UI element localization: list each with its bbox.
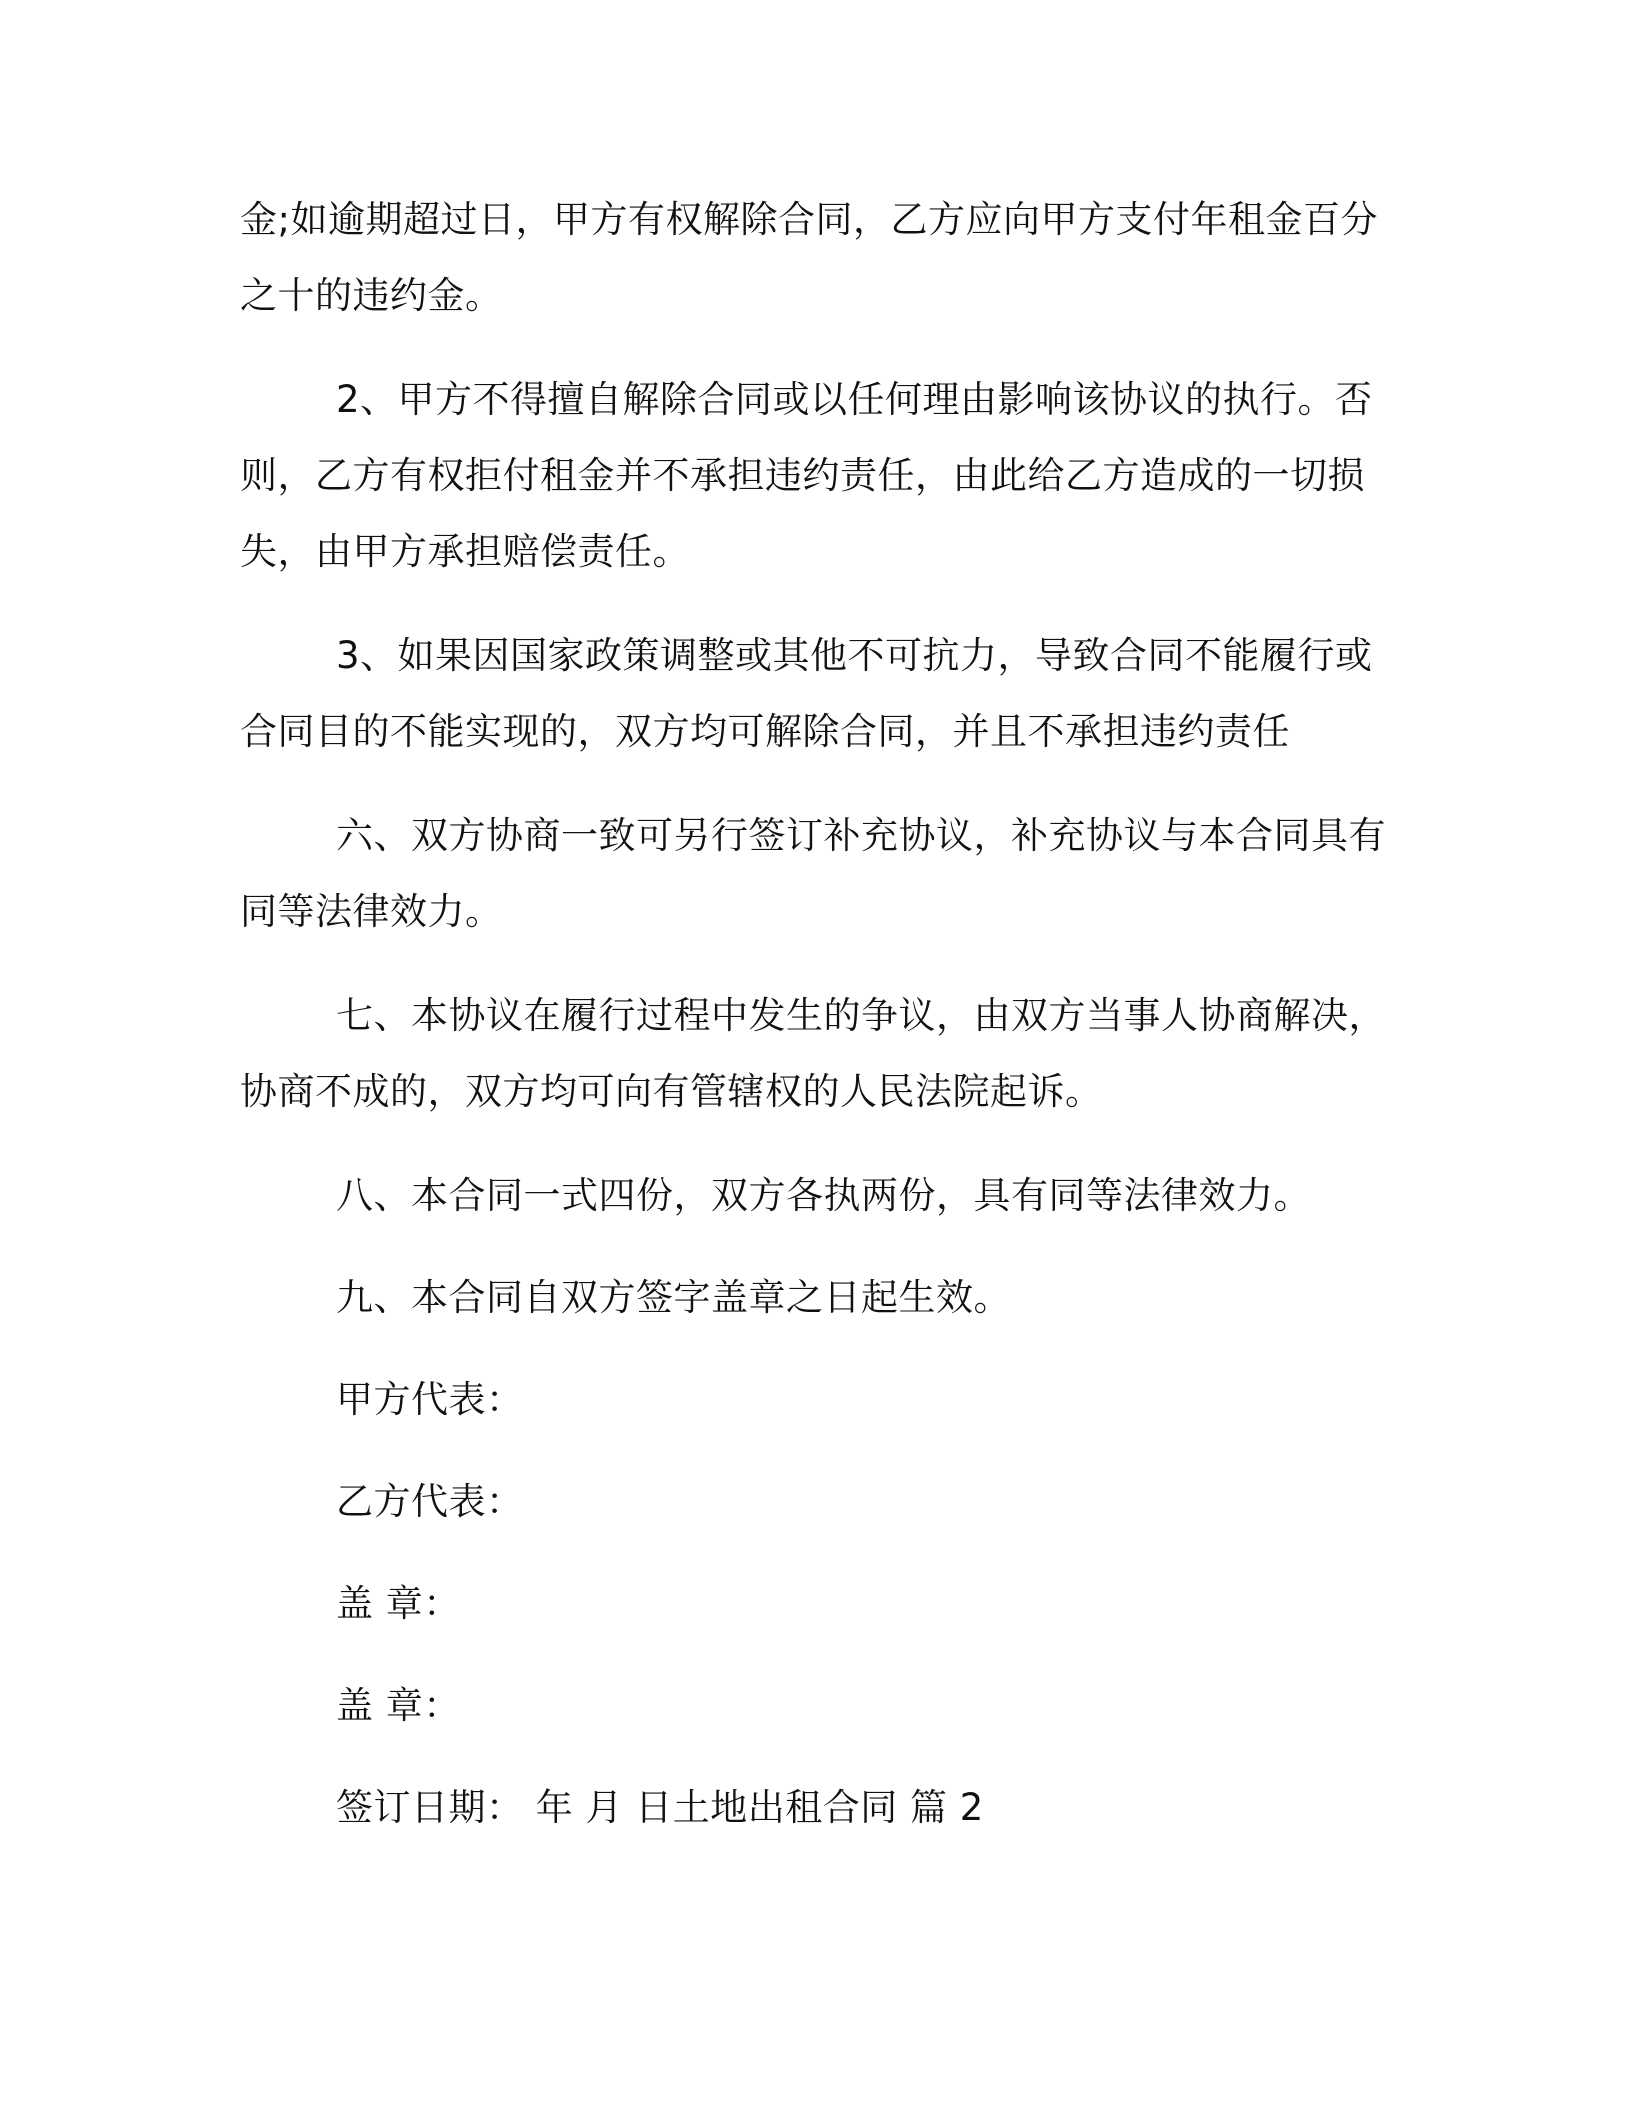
text-line-3: 2、甲方不得擅自解除合同或以任何理由影响该协议的执行。否 [336,378,1373,421]
text-line-8: 六、双方协商一致可另行签订补充协议，补充协议与本合同具有 [336,814,1386,857]
party-a-representative-label: 甲方代表： [336,1378,524,1421]
signing-date-line: 签订日期： 年 月 日土地出租合同 篇 2 [336,1786,984,1829]
text-line-5: 失，由甲方承担赔偿责任。 [240,530,690,573]
text-line-11: 协商不成的，双方均可向有管辖权的人民法院起诉。 [240,1070,1103,1113]
text-line-9: 同等法律效力。 [240,890,503,933]
text-line-2: 之十的违约金。 [240,274,503,317]
text-line-13: 九、本合同自双方签字盖章之日起生效。 [336,1276,1011,1319]
text-line-7: 合同目的不能实现的，双方均可解除合同，并且不承担违约责任 [240,710,1290,753]
text-line-1: 金;如逾期超过日，甲方有权解除合同，乙方应向甲方支付年租金百分 [240,198,1378,241]
text-line-6: 3、如果因国家政策调整或其他不可抗力，导致合同不能履行或 [336,634,1373,677]
text-line-12: 八、本合同一式四份，双方各执两份，具有同等法律效力。 [336,1174,1311,1217]
text-line-4: 则，乙方有权拒付租金并不承担违约责任，由此给乙方造成的一切损 [240,454,1365,497]
seal-label-2: 盖 章： [336,1684,461,1727]
party-b-representative-label: 乙方代表： [336,1480,524,1523]
text-line-10: 七、本协议在履行过程中发生的争议，由双方当事人协商解决， [336,994,1386,1037]
seal-label-1: 盖 章： [336,1582,461,1625]
